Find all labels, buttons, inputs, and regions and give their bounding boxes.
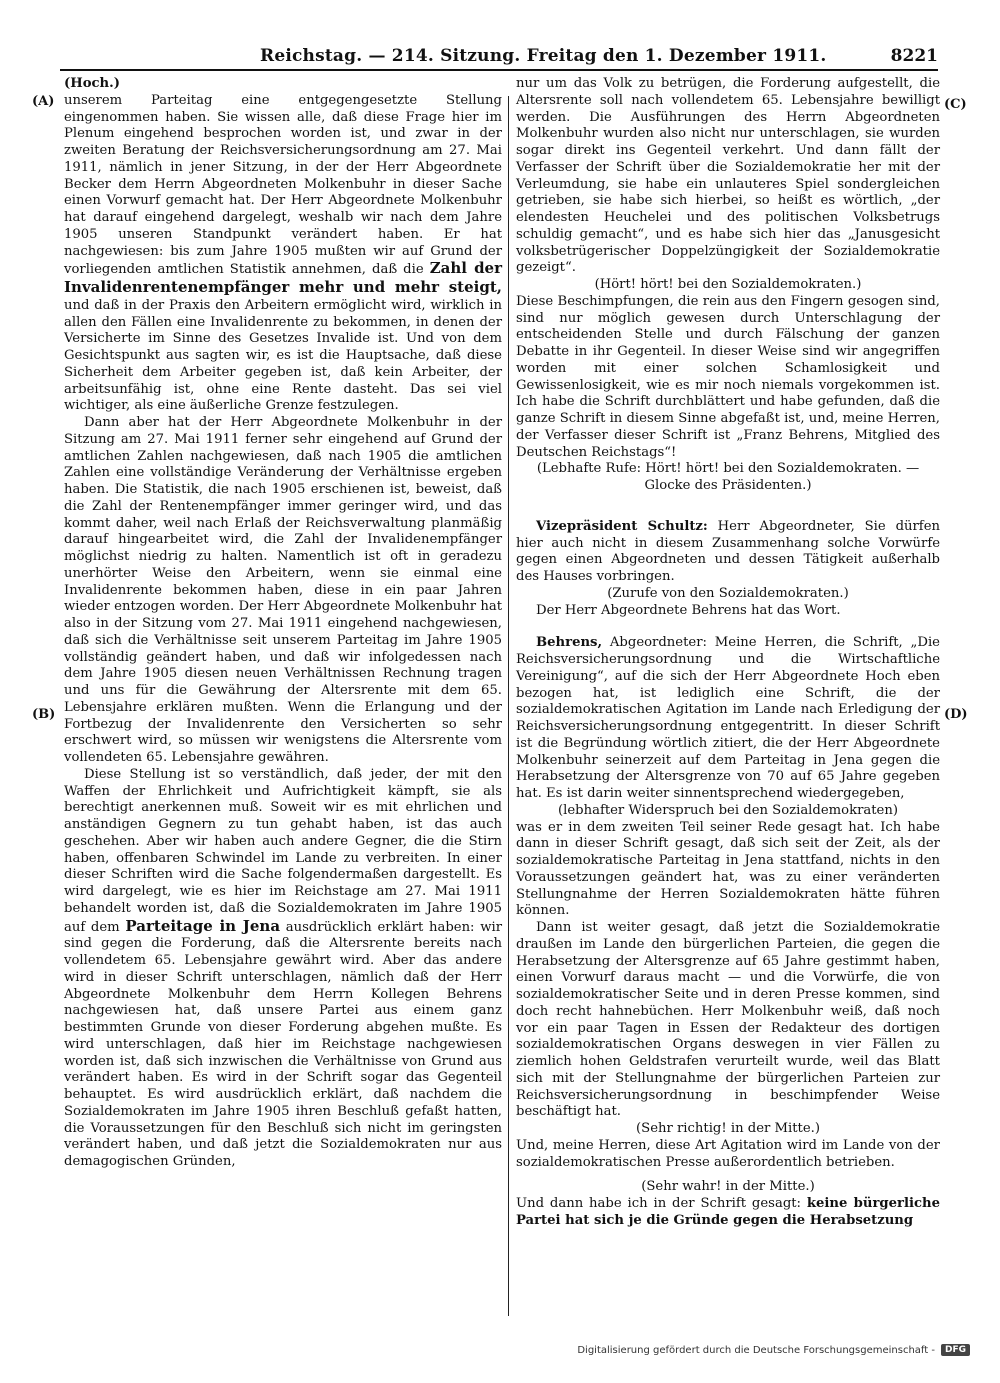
- paragraph: Diese Stellung ist so verständlich, daß jeder, der mit den Waffen der Ehrlichkeit und Aufrichtigkeit kämpft, sie als berechtigt anerkennen muß. Soweit wir es mit ehrlichen und anständigen Gegnern zu tun gehabt haben, ist das auch geschehen. Aber wir haben auch andere Gegner, die die Stirn haben, offenbaren Schwindel im Lande zu verbreiten. In einer dieser Schriften wird die Sache folgendermaßen dargestellt. Es wird dargelegt, wie es hier im Reichstage am 27. Mai 1911 behandelt worden ist, daß die Sozialdemokraten im Jahre 1905 auf dem Parteitage in Jena ausdrücklich erklärt haben: wir sind gegen die Forderung, daß die Altersrente bereits nach vollendetem 65. Lebensjahre gewährt wird. Aber das andere wird in dieser Schrift unterschlagen, nämlich daß der Herr Abgeordnete Molkenbuhr dem Herrn Kollegen Behrens nachgewiesen hat, daß unsere Partei aus einem ganz bestimmten Grunde von dieser Forderung abgehen mußte. Es wird unterschlagen, daß hier im Reichstage nachgewiesen worden ist, daß sich inzwischen die Verhältnisse von Grund aus verändert haben. Es wird in der Schrift sogar das Gegenteil behauptet. Es wird ausdrücklich erklärt, daß nachdem die Sozialdemokraten im Jahre 1905 ihren Beschluß gefaßt hatten, die Voraussetzungen für den Beschluß sich nicht im geringsten verändert haben, und daß jetzt die Sozialdemokraten nur aus demagogischen Gründen,: [64, 766, 502, 1169]
- margin-mark-c: (C): [944, 97, 967, 112]
- margin-mark-b: (B): [32, 707, 56, 722]
- dfg-logo: DFG: [941, 1344, 970, 1356]
- interjection: (Zurufe von den Sozialdemokraten.): [607, 585, 849, 601]
- column-divider: [508, 96, 509, 1316]
- paragraph: Und, meine Herren, diese Art Agitation wird im Lande von der sozialdemokratischen Presse außerordentlich betrieben.: [516, 1137, 940, 1170]
- speaker-name: Behrens,: [536, 635, 603, 651]
- paragraph: Und dann habe ich in der Schrift gesagt: keine bürgerliche Partei hat sich je die Gründe gegen die Herabsetzung: [516, 1196, 940, 1228]
- interjection: (Sehr wahr! in der Mitte.): [641, 1179, 815, 1195]
- paragraph: Diese Beschimpfungen, die rein aus den Fingern gesogen sind, sind nur möglich gewesen durch Unterschlagung der entscheidenden Stelle und durch Fälschung der ganzen Debatte in ihr Gegenteil. In dieser Weise sind wir angegriffen worden mit einer solchen Schamlosigkeit und Gewissenlosigkeit, wie es mir noch niemals vorgekommen ist. Ich habe die Schrift durchblättert und habe gefunden, daß die ganze Schrift in diesem Sinne abgefaßt ist, und, meine Herren, der Verfasser dieser Schrift ist „Franz Behrens, Mitglied des Deutschen Reichstags“!: [516, 293, 940, 460]
- interjection: (Sehr richtig! in der Mitte.): [636, 1121, 820, 1136]
- interjection: (Lebhafte Rufe: Hört! hört! bei den Sozialdemokraten. — Glocke des Präsidenten.): [536, 461, 920, 493]
- paragraph: Vizepräsident Schultz: Herr Abgeordneter, Sie dürfen hier auch nicht in diesem Zusammenhang solche Vorwürfe gegen einen Abgeordneten und dessen Tätigkeit außerhalb des Hauses vorbringen.: [516, 518, 940, 584]
- margin-mark-d: (D): [944, 707, 968, 722]
- footer-text: Digitalisierung gefördert durch die Deutsche Forschungsgemeinschaft -: [577, 1344, 935, 1356]
- paragraph: Der Herr Abgeordnete Behrens hat das Wort.: [536, 602, 841, 618]
- speaker-heading: (Hoch.): [64, 76, 120, 91]
- emphasis: Zahl der Invalidenrentenempfänger mehr und mehr steigt,: [64, 259, 503, 296]
- paragraph: nur um das Volk zu betrügen, die Forderung aufgestellt, die Altersrente soll nach vollendetem 65. Lebensjahre bewilligt werden. Die Ausführungen des Herrn Abgeordneten Molkenbuhr wurden also nicht nur unterschlagen, sie wurden sogar direkt ins Gegenteil verkehrt. Und dann fällt der Verfasser der Schrift über die Sozialdemokratie her mit der Verleumdung, sie habe ein unlauteres Spiel sondergleichen getrieben, sie habe sich hierbei, so heißt es wörtlich, „der elendesten Heuchelei und des politischen Volksbetrugs schuldig gemacht“, und es habe sich hier das „Janusgesicht volksbetrügerischer Doppelzüngigkeit der Sozialdemokratie gezeigt“.: [516, 76, 940, 276]
- paragraph: was er in dem zweiten Teil seiner Rede gesagt hat. Ich habe dann in dieser Schrift gesagt, daß sich seit der Zeit, als der sozialdemokratische Parteitag in Jena stattfand, nichts in den Voraussetzungen geändert hat, was zu einer veränderten Stellungnahme der Herren Sozialdemokraten hätte führen können.: [516, 819, 940, 919]
- interjection: (lebhafter Widerspruch bei den Sozialdemokraten): [557, 802, 898, 818]
- footer-credit: [577, 1344, 970, 1356]
- speaker-name: Vizepräsident Schultz:: [536, 518, 708, 534]
- left-column: [64, 76, 502, 1171]
- running-title: Reichstag. — 214. Sitzung. Freitag den 1. Dezember 1911.: [260, 46, 827, 66]
- emphasis: Parteitage in Jena: [125, 916, 281, 935]
- paragraph: Dann aber hat der Herr Abgeordnete Molkenbuhr in der Sitzung am 27. Mai 1911 ferner sehr eingehend auf Grund der amtlichen Zahlen nachgewiesen, daß nach 1905 die amtlichen Zahlen eine vollständige Veränderung der Verhältnisse ergeben haben. Die Statistik, die nach 1905 erschienen ist, beweist, daß die Zahl der Rentenempfänger immer geringer wird, und das kommt daher, weil nach Erlaß der Reichsverwaltung planmäßig darauf hingearbeitet wird, die Zahl der Invalidenempfänger möglichst niedrig zu halten. Namentlich ist oft in geradezu unerhörter Weise den Arbeitern, wenn sie einmal eine Invalidenrente bekommen haben, diese in ein paar Jahren wieder entzogen worden. Der Herr Abgeordnete Molkenbuhr hat also in der Sitzung vom 27. Mai 1911 eingehend nachgewiesen, daß sich die Verhältnisse seit unserem Parteitag im Jahre 1905 vollständig geändert haben, und daß wir infolgedessen nach dem Jahre 1905 diesen neuen Verhältnissen Rechnung tragen und uns für die Gewährung der Altersrente mit dem 65. Lebensjahre erklären mußten. Wenn die Erlangung und der Fortbezug der Invalidenrente den Versicherten so sehr erschwert wird, so müssen wir wenigstens die Altersrente vom vollendeten 65. Lebensjahre gewähren.: [64, 415, 502, 765]
- paragraph: unserem Parteitag eine entgegengesetzte Stellung eingenommen haben. Sie wissen alle, daß diese Frage hier im Plenum eingehend besprochen worden ist, und zwar in der zweiten Beratung der Reichsversicherungsordnung am 27. Mai 1911, nämlich in jener Sitzung, in der der Herr Abgeordnete Becker dem Herrn Abgeordneten Molkenbuhr in dieser Sache einen Vorwurf gemacht hat. Der Herr Abgeordnete Molkenbuhr hat darauf eingehend dargelegt, weshalb wir nach dem Jahre 1905 unseren Standpunkt verändert haben. Er hat nachgewiesen: bis zum Jahre 1905 mußten wir auf Grund der vorliegenden amtlichen Statistik annehmen, daß die Zahl der Invalidenrentenempfänger mehr und mehr steigt, und daß in der Praxis den Arbeitern ermöglicht wird, wirklich in allen den Fällen eine Invalidenrente zu bekommen, in denen der Versicherte im Sinne des Gesetzes Invalide ist. Und von dem Gesichtspunkt aus sagten wir, es ist die Hauptsache, daß diese Sicherheit dem Arbeiter gegeben ist, daß kein Arbeiter, der arbeitsunfähig ist, ohne eine Rente dasteht. Das sei viel wichtiger, als eine äußerliche Grenze festzulegen.: [64, 92, 503, 414]
- emphasis: keine bürgerliche Partei hat sich je die Gründe gegen die Herabsetzung: [516, 1196, 940, 1228]
- header-rule: [60, 69, 938, 71]
- right-column: [516, 76, 940, 1230]
- paragraph: Dann ist weiter gesagt, daß jetzt die Sozialdemokratie draußen im Lande den bürgerlichen Parteien, die gegen die Herabsetzung der Altersgrenze auf 65 Jahre gestimmt haben, einen Vorwurf daraus macht — und die Vorwürfe, die von sozialdemokratischer Seite und in deren Presse kommen, sind doch recht hahnebüchen. Herr Molkenbuhr weiß, daß noch vor ein paar Tagen in Essen der Redakteur des dortigen sozialdemokratischen Organs deswegen in vier Fällen zu ziemlich hohen Geldstrafen verurteilt wurde, weil das Blatt sich mit der Stellungnahme der bürgerlichen Parteien zur Reichsversicherungsordnung in beschimpfender Weise beschäftigt hat.: [516, 920, 940, 1120]
- margin-mark-a: (A): [32, 94, 55, 109]
- paragraph: Behrens, Abgeordneter: Meine Herren, die Schrift, „Die Reichsversicherungsordnung und die Wirtschaftliche Vereinigung“, auf die sich der Herr Abgeordnete Hoch eben bezogen hat, ist lediglich eine Schrift, die der sozialdemokratischen Agitation im Lande nach Erledigung der Reichsversicherungsordnung entgegentritt. In dieser Schrift ist die Begründung wörtlich zitiert, die der Herr Abgeordnete Molkenbuhr seinerzeit auf dem Parteitag in Jena gegen die Herabsetzung der Altersgrenze von 70 auf 65 Jahre gegeben hat. Es ist darin weiter sinnentsprechend wiedergegeben,: [516, 635, 940, 801]
- interjection: (Hört! hört! bei den Sozialdemokraten.): [594, 277, 862, 292]
- page-number: 8221: [890, 46, 938, 66]
- page-header: [60, 44, 938, 70]
